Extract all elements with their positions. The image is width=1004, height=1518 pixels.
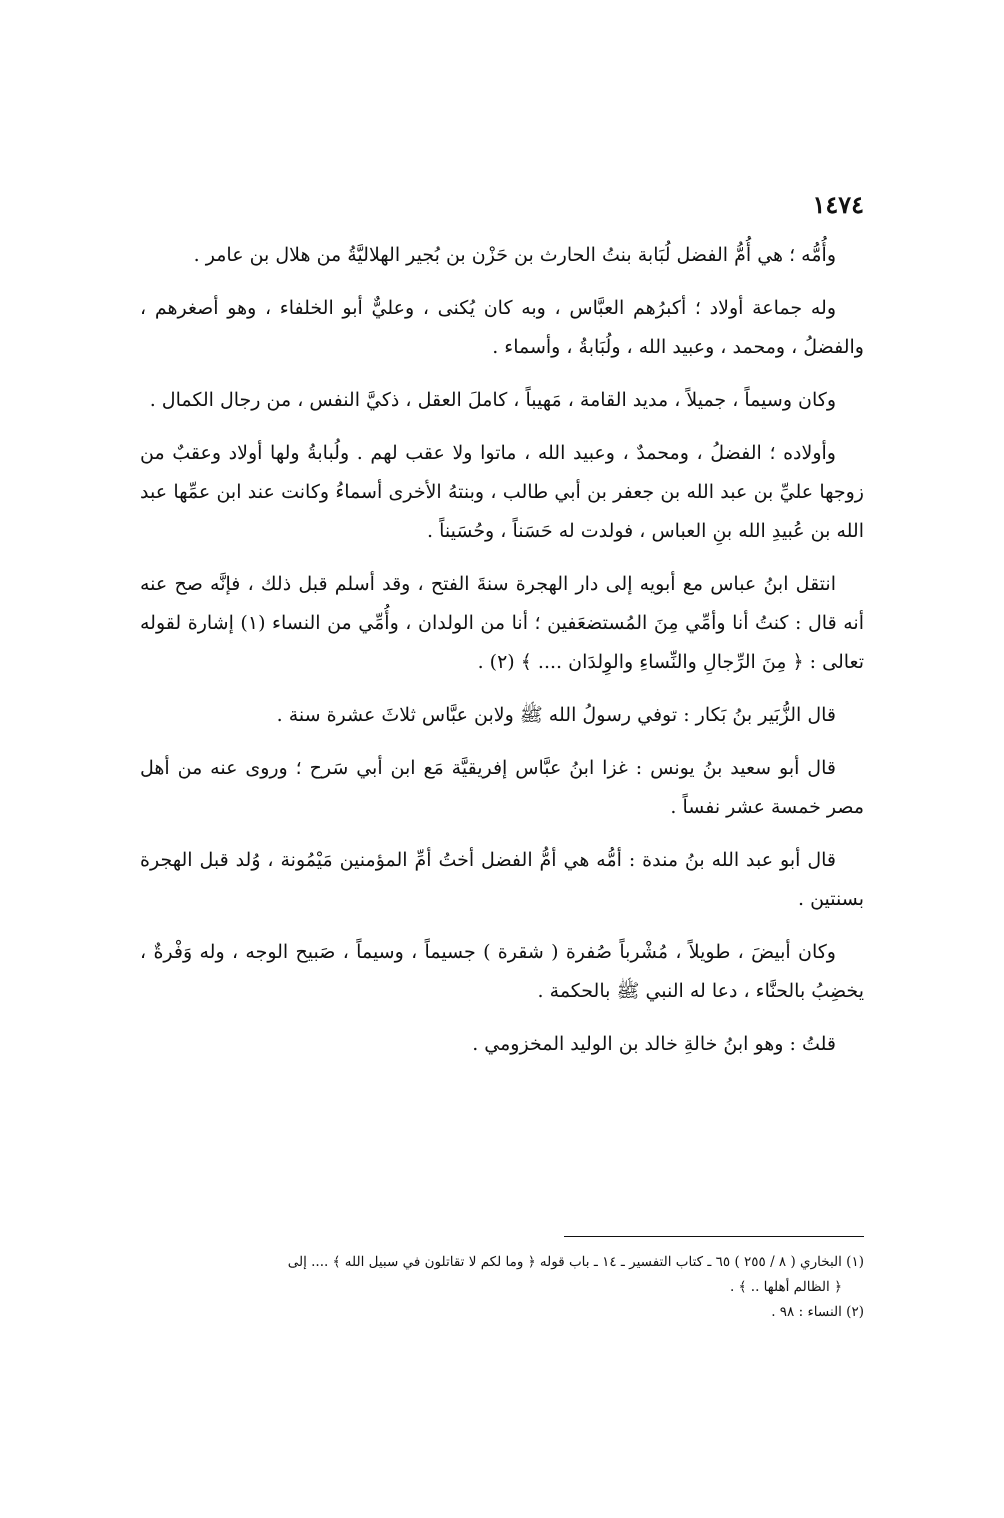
paragraph: وله جماعة أولاد ؛ أكبرُهم العبَّاس ، وبه كان يُكنى ، وعليٌّ أبو الخلفاء ، وهو أصغرهم ، والفضلُ ، ومحمد ، وعبيد الله ، ولُبَابةُ ، وأسماء . [140,297,864,358]
paragraph: قال الزُّبَير بنُ بَكار : توفي رسولُ الله ﷺ ولابن عبَّاس ثلاثَ عشرة سنة . [276,704,836,726]
footnote-1-continuation: ﴿ الظالم أهلها .. ﴾ . [730,1279,842,1295]
page-number: ١٤٧٤ [812,190,864,219]
footnotes [140,1250,864,1325]
paragraph: انتقل ابنُ عباس مع أبويه إلى دار الهجرة سنةَ الفتح ، وقد أسلم قبل ذلك ، فإنَّه صح عنه أنه قال : كنتُ أنا وأمِّي مِنَ المُستضعَفين ؛ أنا من الولدان ، وأُمِّي من النساء (١) إشارة لقوله تعالى : ﴿ مِنَ الرِّجالِ والنِّساءِ والوِلدَان .... ﴾ (٢) . [140,573,864,673]
paragraph: وكان وسيماً ، جميلاً ، مديد القامة ، مَهيباً ، كاملَ العقل ، ذكيَّ النفس ، من رجال الكمال . [149,389,836,411]
footnote-1: (١) البخاري ( ٨ / ٢٥٥ ) ٦٥ ـ كتاب التفسير ـ ١٤ ـ باب قوله ﴿ وما لكم لا تقاتلون في سبيل الله ﴾ .... إلى [287,1254,864,1270]
paragraph: قال أبو سعيد بنُ يونس : غزا ابنُ عبَّاس إفريقيَّة مَع ابن أبي سَرح ؛ وروى عنه من أهل مصر خمسة عشر نفساً . [140,757,864,818]
body-text [140,236,864,1078]
footnote-separator [564,1236,864,1237]
paragraph: قلتُ : وهو ابنُ خالةِ خالد بن الوليد المخزومي . [472,1033,836,1055]
paragraph: وكان أبيضَ ، طويلاً ، مُشْرباً صُفرة ( شقرة ) جسيماً ، وسيماً ، صَبيح الوجه ، وله وَفْرةٌ ، يخضِبُ بالحنَّاء ، دعا له النبي ﷺ بالحكمة . [140,941,864,1002]
footnote-2: (٢) النساء : ٩٨ . [771,1304,864,1320]
paragraph: وأُمُّه ؛ هي أُمُّ الفضل لُبَابة بنتُ الحارث بن حَزْن بن بُجير الهلاليَّةُ من هلال بن عامر . [193,244,836,266]
paragraph: قال أبو عبد الله بنُ مندة : أمُّه هي أمُّ الفضل أختُ أمِّ المؤمنين مَيْمُونة ، وُلد قبل الهجرة بسنتين . [140,849,864,910]
paragraph: وأولاده ؛ الفضلُ ، ومحمدٌ ، وعبيد الله ، ماتوا ولا عقب لهم . ولُبابةُ ولها أولاد وعقبٌ من زوجها عليِّ بن عبد الله بن جعفر بن أبي طالب ، وبنتهُ الأخرى أسماءُ وكانت عند ابن عمِّها عبد الله بن عُبيدِ الله بنِ العباس ، فولدت له حَسَناً ، وحُسَيناً . [140,442,864,542]
